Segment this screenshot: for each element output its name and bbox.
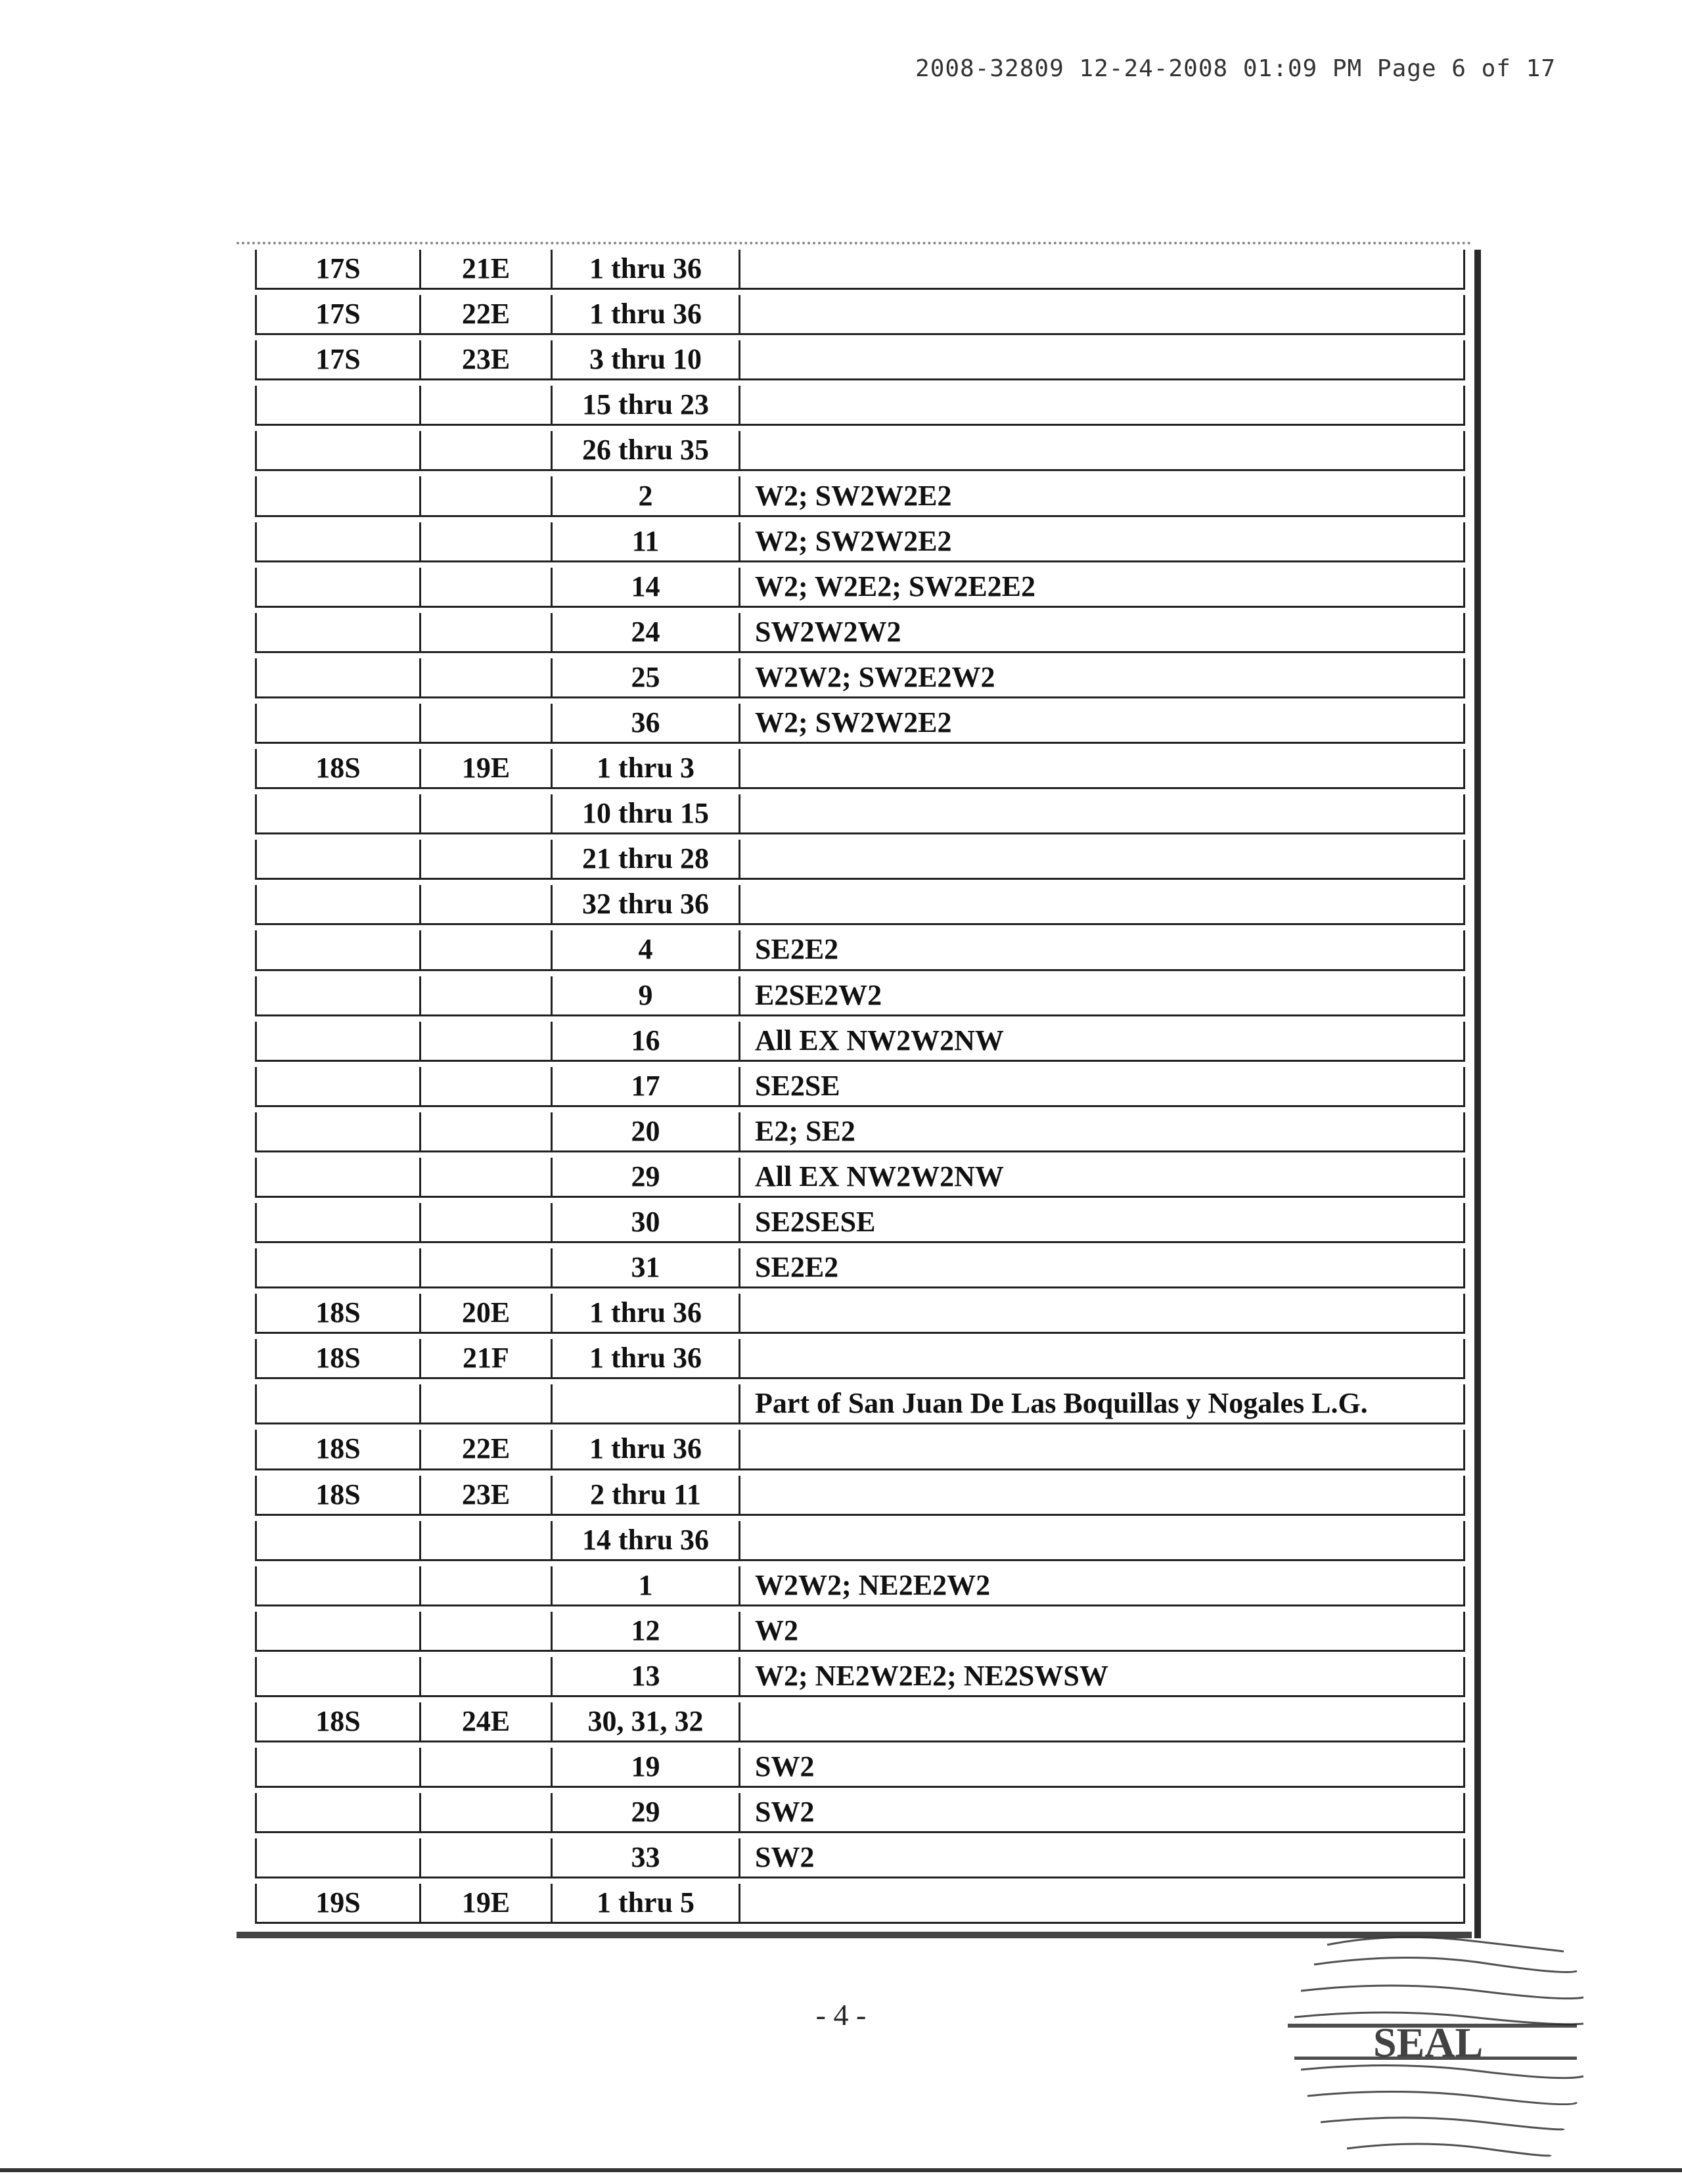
table-row	[237, 522, 1472, 562]
township-cell: 18S	[255, 1430, 419, 1470]
range-cell	[419, 1748, 551, 1788]
range-cell: 23E	[419, 1476, 551, 1516]
range-cell	[419, 658, 551, 698]
table-row	[237, 1203, 1472, 1243]
township-cell: 17S	[255, 340, 419, 380]
table-row	[237, 1838, 1472, 1878]
section-cell: 29	[551, 1793, 739, 1833]
description-cell: W2	[739, 1612, 1465, 1652]
township-cell: 18S	[255, 1294, 419, 1334]
section-cell: 10 thru 15	[551, 794, 739, 834]
description-cell	[739, 431, 1465, 471]
description-cell: SW2	[739, 1838, 1465, 1878]
section-cell: 33	[551, 1838, 739, 1878]
section-cell: 1 thru 5	[551, 1884, 739, 1924]
section-cell: 2	[551, 476, 739, 516]
range-cell	[419, 1067, 551, 1107]
range-cell: 19E	[419, 749, 551, 789]
township-cell	[255, 1022, 419, 1062]
table-row	[237, 1112, 1472, 1152]
table-row	[237, 1294, 1472, 1334]
section-cell: 1 thru 36	[551, 1430, 739, 1470]
township-cell: 18S	[255, 749, 419, 789]
section-cell: 1 thru 36	[551, 250, 739, 290]
section-cell: 19	[551, 1748, 739, 1788]
range-cell: 24E	[419, 1702, 551, 1742]
township-cell	[255, 885, 419, 925]
description-cell: W2; W2E2; SW2E2E2	[739, 568, 1465, 608]
table-row	[237, 1476, 1472, 1516]
range-cell	[419, 522, 551, 562]
range-cell	[419, 794, 551, 834]
description-cell	[739, 1294, 1465, 1334]
section-cell: 30, 31, 32	[551, 1702, 739, 1742]
description-cell	[739, 840, 1465, 880]
table-row	[237, 1566, 1472, 1606]
description-cell	[739, 386, 1465, 426]
section-cell: 1	[551, 1566, 739, 1606]
table-row	[237, 976, 1472, 1016]
description-cell: W2; SW2W2E2	[739, 704, 1465, 744]
description-cell: SE2SESE	[739, 1203, 1465, 1243]
description-cell: W2; SW2W2E2	[739, 476, 1465, 516]
township-cell	[255, 1112, 419, 1152]
township-cell	[255, 976, 419, 1016]
township-cell	[255, 1248, 419, 1288]
description-cell	[739, 1702, 1465, 1742]
range-cell	[419, 1158, 551, 1198]
section-cell: 30	[551, 1203, 739, 1243]
description-cell	[739, 1339, 1465, 1379]
township-cell	[255, 1838, 419, 1878]
section-cell: 25	[551, 658, 739, 698]
range-cell	[419, 1566, 551, 1606]
township-cell	[255, 658, 419, 698]
township-cell: 17S	[255, 250, 419, 290]
section-cell: 17	[551, 1067, 739, 1107]
section-cell: 14	[551, 568, 739, 608]
township-cell	[255, 431, 419, 471]
township-cell: 19S	[255, 1884, 419, 1924]
township-cell	[255, 1384, 419, 1424]
township-cell	[255, 1067, 419, 1107]
description-cell: W2; NE2W2E2; NE2SWSW	[739, 1657, 1465, 1697]
range-cell	[419, 1384, 551, 1424]
description-cell	[739, 295, 1465, 335]
description-cell	[739, 340, 1465, 380]
table-row	[237, 1158, 1472, 1198]
range-cell	[419, 1521, 551, 1561]
description-cell	[739, 1884, 1465, 1924]
table-row	[237, 885, 1472, 925]
township-cell	[255, 930, 419, 970]
table-row	[237, 1884, 1472, 1924]
description-cell	[739, 1521, 1465, 1561]
description-cell: SE2E2	[739, 930, 1465, 970]
table-row	[237, 1657, 1472, 1697]
section-cell: 32 thru 36	[551, 885, 739, 925]
township-cell: 18S	[255, 1339, 419, 1379]
range-cell	[419, 840, 551, 880]
range-cell	[419, 1203, 551, 1243]
section-cell: 1 thru 36	[551, 1294, 739, 1334]
section-cell: 12	[551, 1612, 739, 1652]
table-row	[237, 1430, 1472, 1470]
section-cell: 11	[551, 522, 739, 562]
section-cell: 2 thru 11	[551, 1476, 739, 1516]
township-cell	[255, 704, 419, 744]
table-row	[237, 1702, 1472, 1742]
township-cell	[255, 1566, 419, 1606]
range-cell	[419, 1112, 551, 1152]
township-cell: 17S	[255, 295, 419, 335]
township-cell	[255, 840, 419, 880]
section-cell: 1 thru 3	[551, 749, 739, 789]
table-row	[237, 840, 1472, 880]
table-row	[237, 1521, 1472, 1561]
fax-header-line: 2008-32809 12-24-2008 01:09 PM Page 6 of 17	[915, 55, 1556, 82]
range-cell	[419, 1657, 551, 1697]
section-cell: 26 thru 35	[551, 431, 739, 471]
table-row	[237, 930, 1472, 970]
township-cell	[255, 522, 419, 562]
description-cell	[739, 749, 1465, 789]
section-cell: 20	[551, 1112, 739, 1152]
table-row	[237, 613, 1472, 653]
section-cell	[551, 1384, 739, 1424]
table-row	[237, 1339, 1472, 1379]
page-bottom-rule	[0, 2168, 1682, 2172]
section-cell: 13	[551, 1657, 739, 1697]
township-cell	[255, 1657, 419, 1697]
section-cell: 3 thru 10	[551, 340, 739, 380]
table-row	[237, 1748, 1472, 1788]
range-cell	[419, 885, 551, 925]
township-cell	[255, 613, 419, 653]
range-cell: 21E	[419, 250, 551, 290]
description-cell: W2; SW2W2E2	[739, 522, 1465, 562]
township-cell	[255, 1612, 419, 1652]
description-cell: SE2SE	[739, 1067, 1465, 1107]
table-row	[237, 340, 1472, 380]
range-cell	[419, 1612, 551, 1652]
range-cell: 23E	[419, 340, 551, 380]
section-cell: 1 thru 36	[551, 1339, 739, 1379]
township-cell	[255, 1158, 419, 1198]
range-cell: 22E	[419, 295, 551, 335]
range-cell: 21F	[419, 1339, 551, 1379]
section-cell: 9	[551, 976, 739, 1016]
seal-stamp-graphic	[1275, 1925, 1590, 2175]
description-cell: SE2E2	[739, 1248, 1465, 1288]
section-cell: 15 thru 23	[551, 386, 739, 426]
table-row	[237, 386, 1472, 426]
township-cell	[255, 1521, 419, 1561]
table-row	[237, 1384, 1472, 1424]
seal-text: SEAL	[1373, 2019, 1484, 2066]
township-cell	[255, 794, 419, 834]
description-cell: SW2W2W2	[739, 613, 1465, 653]
section-cell: 31	[551, 1248, 739, 1288]
section-cell: 29	[551, 1158, 739, 1198]
range-cell	[419, 930, 551, 970]
range-cell: 19E	[419, 1884, 551, 1924]
township-cell	[255, 1203, 419, 1243]
page-number: - 4 -	[815, 1998, 867, 2032]
description-cell	[739, 885, 1465, 925]
legal-description-table	[237, 242, 1472, 1938]
seal-stamp-icon	[1275, 1925, 1590, 2175]
table-row	[237, 1248, 1472, 1288]
range-cell	[419, 476, 551, 516]
table-row	[237, 568, 1472, 608]
description-cell	[739, 1430, 1465, 1470]
township-cell	[255, 476, 419, 516]
section-cell: 14 thru 36	[551, 1521, 739, 1561]
township-cell	[255, 386, 419, 426]
table-row	[237, 295, 1472, 335]
description-cell	[739, 794, 1465, 834]
range-cell	[419, 704, 551, 744]
range-cell	[419, 386, 551, 426]
section-cell: 1 thru 36	[551, 295, 739, 335]
township-cell	[255, 1748, 419, 1788]
description-cell: All EX NW2W2NW	[739, 1022, 1465, 1062]
township-cell	[255, 568, 419, 608]
description-cell	[739, 250, 1465, 290]
description-cell: All EX NW2W2NW	[739, 1158, 1465, 1198]
table-row	[237, 1067, 1472, 1107]
table-row	[237, 250, 1472, 290]
range-cell	[419, 1022, 551, 1062]
range-cell	[419, 568, 551, 608]
table-row	[237, 431, 1472, 471]
table-row	[237, 704, 1472, 744]
township-cell: 18S	[255, 1702, 419, 1742]
description-cell: E2SE2W2	[739, 976, 1465, 1016]
range-cell	[419, 1248, 551, 1288]
table-row	[237, 1022, 1472, 1062]
range-cell: 22E	[419, 1430, 551, 1470]
range-cell	[419, 1793, 551, 1833]
range-cell	[419, 976, 551, 1016]
range-cell	[419, 1838, 551, 1878]
section-cell: 24	[551, 613, 739, 653]
description-cell: W2W2; SW2E2W2	[739, 658, 1465, 698]
table-row	[237, 1612, 1472, 1652]
range-cell	[419, 431, 551, 471]
township-cell: 18S	[255, 1476, 419, 1516]
table-row	[237, 476, 1472, 516]
section-cell: 16	[551, 1022, 739, 1062]
table-row	[237, 794, 1472, 834]
description-cell: SW2	[739, 1793, 1465, 1833]
section-cell: 21 thru 28	[551, 840, 739, 880]
table-row	[237, 1793, 1472, 1833]
section-cell: 4	[551, 930, 739, 970]
description-cell: Part of San Juan De Las Boquillas y Nogales L.G.	[739, 1384, 1465, 1424]
table-row	[237, 658, 1472, 698]
table-row	[237, 749, 1472, 789]
township-cell	[255, 1793, 419, 1833]
description-cell: SW2	[739, 1748, 1465, 1788]
section-cell: 36	[551, 704, 739, 744]
range-cell	[419, 613, 551, 653]
description-cell: E2; SE2	[739, 1112, 1465, 1152]
description-cell: W2W2; NE2E2W2	[739, 1566, 1465, 1606]
description-cell	[739, 1476, 1465, 1516]
range-cell: 20E	[419, 1294, 551, 1334]
